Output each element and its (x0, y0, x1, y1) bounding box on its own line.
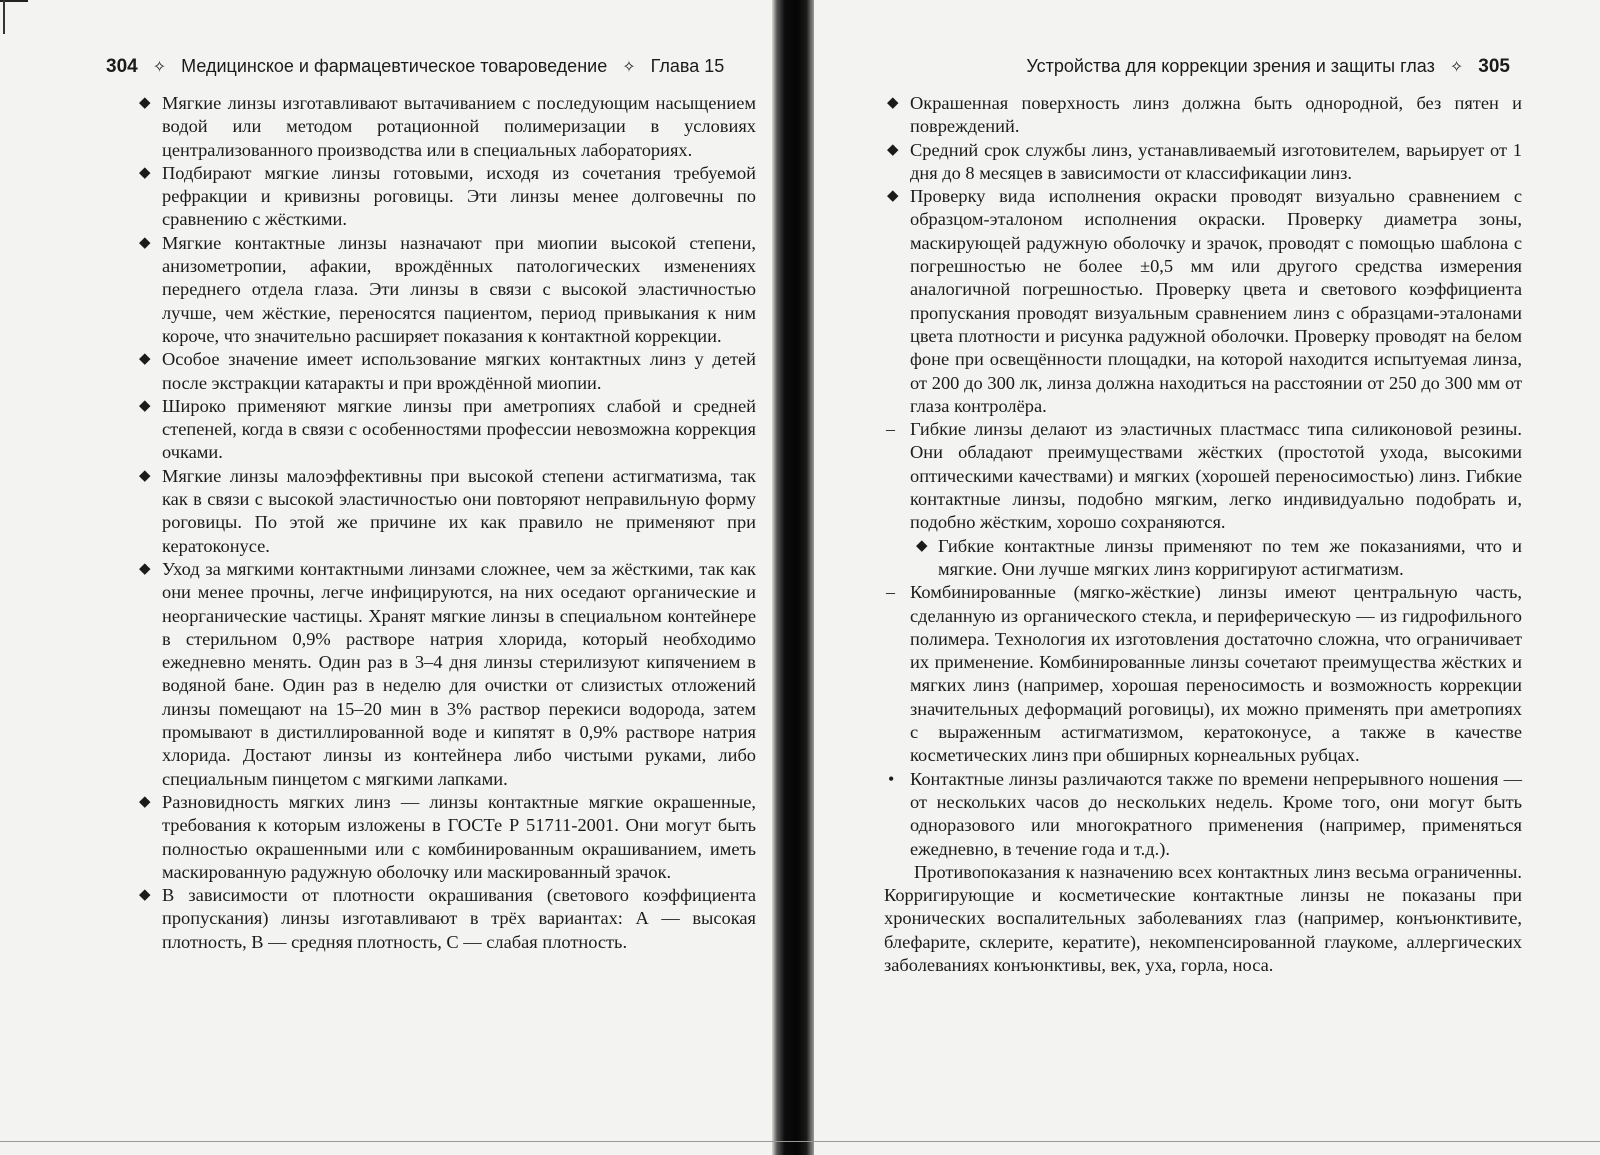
bullet-marker-icon: ◆ (139, 397, 151, 414)
list-item (136, 884, 756, 954)
list-item-text: Уход за мягкими контактными линзами сложнее, чем за жёсткими, так как они менее прочны, легче инфицируются, на них оседают органические и неорганические частицы. Хранят мягкие линзы в специальном контейнере в стерильном 0,9% растворе натрия хлорида, который необходимо ежедневно менять. Один раз в 3–4 дня линзы стерилизуют кипячением в водяной бане. Один раз в неделю для очистки от слизистых отложений линзы помещают на 15–20 мин в 3% раствор перекиси водорода, затем промывают в дистиллированной воде и кипятят в 0,9% растворе натрия хлорида. Достают линзы из контейнера либо чистыми руками, либо специальным пинцетом с мягкими лапками. (162, 558, 756, 789)
list-item (136, 465, 756, 558)
bullet-marker-icon: ◆ (139, 234, 151, 251)
right-running-head (1026, 54, 1510, 80)
list-item (136, 558, 756, 791)
list-item (884, 535, 1522, 582)
list-item (136, 162, 756, 232)
list-item (136, 791, 756, 884)
list-item (884, 768, 1522, 861)
bullet-marker-icon: ◆ (139, 793, 151, 810)
bullet-marker-icon: ◆ (887, 95, 899, 111)
list-item (136, 348, 756, 395)
chapter-label: Глава 15 (650, 56, 725, 76)
list-item-text: Окрашенная поверхность линз должна быть однородной, без пятен и повреждений. (910, 93, 1522, 137)
right-page-body (884, 92, 1522, 977)
list-item (884, 418, 1522, 534)
list-item (136, 92, 756, 162)
bullet-marker-icon: ◆ (139, 351, 151, 368)
list-item-text: Подбирают мягкие линзы готовыми, исходя из сочетания требуемой рефракции и кривизны роговицы. Эти линзы менее долговечны по сравнению с жёсткими. (162, 162, 756, 230)
list-item-text: Мягкие линзы изготавливают вытачиванием с последующим насыщением водой или методом ротационной полимеризации в условиях централизованного производства или в специальных лабораториях. (162, 93, 756, 160)
list-item (884, 92, 1522, 139)
scan-edge (0, 1141, 1600, 1142)
list-item (884, 581, 1522, 767)
bullet-marker-icon: ◆ (139, 164, 151, 181)
list-item-text: В зависимости от плотности окрашивания (светового коэффициента пропускания) линзы изготавливают в трёх вариантах: А — высокая плотность, В — средняя плотность, С — слабая плотность. (162, 885, 756, 952)
list-item-text: Разновидность мягких линз — линзы контактные мягкие окрашенные, требования к которым изложены в ГОСТе Р 51711-2001. Они могут быть полностью окрашенными или с комбинированным окрашиванием, иметь маскированную радужную оболочку или маскированный зрачок. (162, 791, 756, 882)
list-item-text: Проверку вида исполнения окраски проводят визуально сравнением с образцом-эталоном исполнения окраски. Проверку диаметра зоны, маскирующей радужную оболочку и зрачок, проводят с помощью шаблона с погрешностью не более ±0,5 мм или другого средства измерения аналогичной погрешностью. Проверку цвета и светового коэффициента пропускания проводят визуальным сравнением линз с образцами-эталонами цвета плотности и рисунка радужной оболочки. Проверку проводят на белом фоне при освещённости площадки, на которой находится испытуемая линза, от 200 до 300 лк, линза должна находиться на расстоянии от 250 до 300 мм от глаза контролёра. (910, 186, 1522, 416)
bullet-marker-icon: ◆ (139, 95, 151, 111)
book-title: Медицинское и фармацевтическое товароведение (181, 56, 608, 76)
bullet-marker-icon: ◆ (887, 141, 899, 158)
list-item-text: Широко применяют мягкие линзы при аметропиях слабой и средней степеней, когда в связи с особенностями профессии невозможна коррекция очками. (162, 395, 756, 463)
bullet-marker-icon: ◆ (139, 467, 151, 484)
list-item-text: Средний срок службы линз, устанавливаемый изготовителем, варьирует от 1 дня до 8 месяцев в зависимости от классификации линз. (910, 139, 1522, 183)
left-running-head (106, 54, 724, 80)
list-item-text: Контактные линзы различаются также по времени непрерывного ношения — от нескольких часов до нескольких недель. Кроме того, они могут быть одноразового или многократного применения (например, применяться ежедневно, в течение года и т.д.). (910, 768, 1522, 859)
list-item-text: Мягкие контактные линзы назначают при миопии высокой степени, анизометропии, афакии, врождённых патологических изменениях переднего отдела глаза. Эти линзы в связи с высокой эластичностью лучше, чем жёсткие, переносятся пациентом, период привыкания к ним короче, что значительно расширяет показания к контактной коррекции. (162, 232, 756, 346)
left-page (0, 0, 790, 1155)
list-item (884, 139, 1522, 186)
list-item (884, 185, 1522, 418)
left-page-body (136, 92, 756, 954)
list-item-text: Особое значение имеет использование мягких контактных линз у детей после экстракции катаракты и при врождённой миопии. (162, 349, 756, 393)
bullet-marker-icon: – (886, 419, 895, 440)
list-item-text: Гибкие линзы делают из эластичных пластмасс типа силиконовой резины. Они обладают преимуществами жёстких (простотой ухода, высокими оптическими качествами) и мягких (хорошей переносимостью) линз. Гибкие контактные линзы, подобно мягким, легко индивидуально подобрать и, подобно жёстким, хорошо сохраняются. (910, 419, 1522, 533)
separator-diamond-icon: ✧ (1449, 59, 1464, 76)
separator-diamond-icon: ✧ (622, 59, 636, 76)
bullet-marker-icon: ◆ (139, 887, 151, 904)
page-number-left: 304 (106, 56, 138, 77)
bullet-marker-icon: ◆ (887, 188, 899, 205)
right-page (812, 0, 1600, 1155)
section-title: Устройства для коррекции зрения и защиты глаз (1026, 56, 1435, 76)
page-number-right: 305 (1478, 56, 1510, 77)
book-gutter (772, 0, 814, 1155)
list-item-text: Гибкие контактные линзы применяют по тем же показаниями, что и мягкие. Они лучше мягких линз корригируют астигматизм. (938, 535, 1522, 579)
list-item (136, 395, 756, 465)
bullet-marker-icon: ◆ (916, 537, 928, 554)
separator-diamond-icon: ✧ (152, 59, 167, 76)
bullet-marker-icon: – (886, 582, 895, 603)
contraindications-paragraph: Противопоказания к назначению всех контактных линз весьма ограниченны. Корригирующие и косметические контактные линзы не показаны при хронических воспалительных заболеваниях глаз (например, конъюнктивите, блефарите, склерите, кератите), некомпенсированной глаукоме, аллергических заболеваниях конъюнктивы, век, уха, горла, носа. (884, 861, 1522, 975)
list-item-text: Комбинированные (мягко-жёсткие) линзы имеют центральную часть, сделанную из органического стекла, и периферическую — из гидрофильного полимера. Технология их изготовления достаточно сложна, что ограничивает их применение. Комбинированные линзы сочетают преимущества жёстких и мягких линз (например, хорошая переносимость и возможность коррекции значительных деформаций роговицы), их можно применять при аметропиях с выраженным астигматизмом, кератоконусе, а также в качестве косметических линз при обширных корнеальных рубцах. (910, 582, 1522, 766)
list-item (136, 232, 756, 348)
list-item-text: Мягкие линзы малоэффективны при высокой степени астигматизма, так как в связи с высокой эластичностью они повторяют неправильную форму роговицы. По этой же причине их как правило не применяют при кератоконусе. (162, 465, 756, 556)
bullet-marker-icon: ◆ (139, 560, 151, 577)
bullet-marker-icon: • (888, 768, 895, 789)
